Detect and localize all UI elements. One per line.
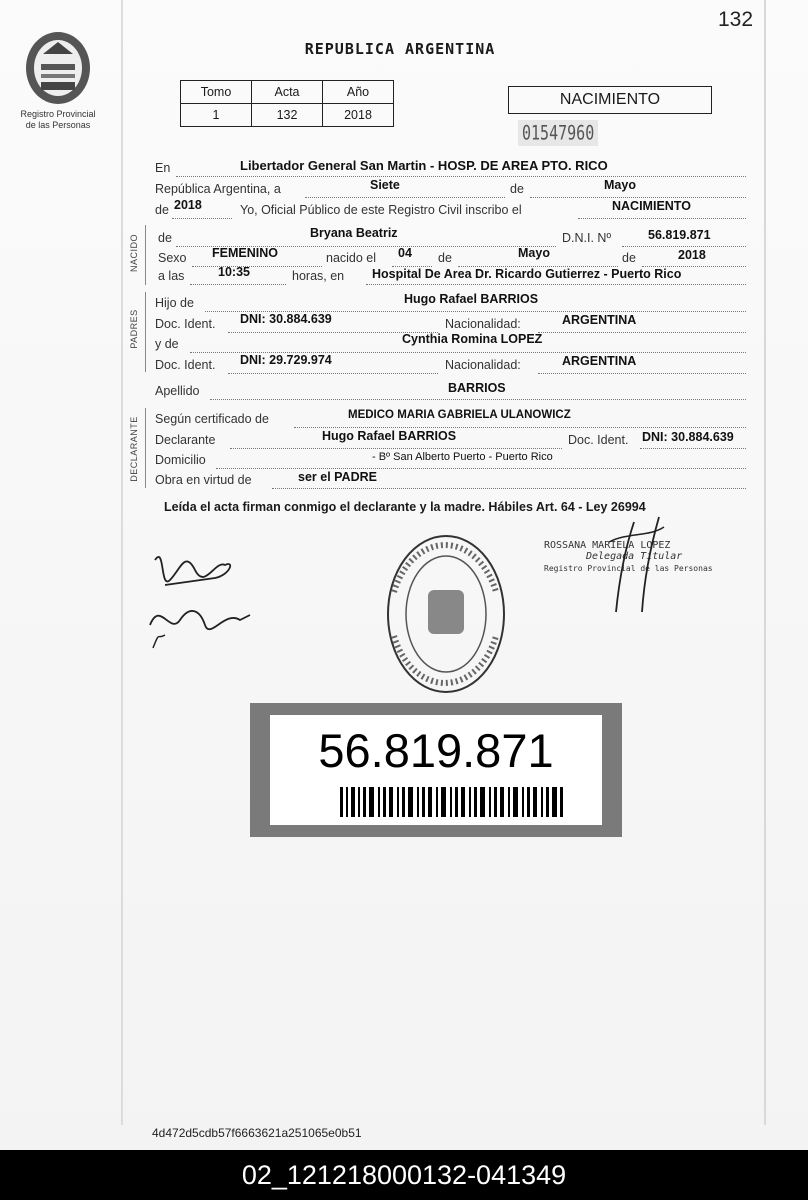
- section-label-padres: PADRES: [129, 309, 139, 349]
- record-declarant: Hugo Rafael BARRIOS: [322, 429, 457, 443]
- record-mother-nationality: ARGENTINA: [562, 354, 637, 368]
- label-de2: de: [155, 203, 169, 217]
- label-yo-oficial: Yo, Oficial Público de este Registro Civil inscribo el: [240, 203, 522, 217]
- record-birth-month: Mayo: [518, 246, 550, 260]
- label-obra: Obra en virtud de: [155, 473, 252, 487]
- label-declarante: Declarante: [155, 433, 216, 447]
- round-seal-stamp: [384, 532, 508, 696]
- label-sexo: Sexo: [158, 251, 187, 265]
- label-y-de: y de: [155, 337, 179, 351]
- record-surname: BARRIOS: [448, 381, 506, 395]
- label-nacido-el: nacido el: [326, 251, 377, 265]
- label-horas-en: horas, en: [292, 269, 345, 283]
- record-time: 10:35: [218, 265, 250, 279]
- book-value-anio: 2018: [323, 104, 394, 127]
- dotted-line: [305, 183, 505, 198]
- label-hijo-de: Hijo de: [155, 296, 194, 310]
- official-stamp-role: Delegada Titular: [586, 551, 683, 562]
- document-hash: 4d472d5cdb57f6663621a251065e0b51: [152, 1126, 362, 1140]
- book-header-acta: Acta: [252, 81, 323, 104]
- record-dni: 56.819.871: [648, 228, 711, 242]
- label-nacionalidad2: Nacionalidad:: [445, 358, 521, 372]
- footer-code: 02_121218000132-041349: [241, 1160, 567, 1190]
- page-edge-left: [121, 0, 123, 1125]
- logo-text-line2: de las Personas: [25, 120, 91, 130]
- record-sex: FEMENINO: [212, 246, 278, 260]
- serial-number: 01547960: [518, 120, 598, 146]
- registry-logo: [10, 28, 106, 131]
- page-edge-right: [764, 0, 766, 1125]
- label-a-las: a las: [158, 269, 185, 283]
- label-domicilio: Domicilio: [155, 453, 206, 467]
- section-divider: [145, 292, 146, 372]
- label-doc-ident2: Doc. Ident.: [155, 358, 216, 372]
- book-value-tomo: 1: [181, 104, 252, 127]
- book-header-tomo: Tomo: [181, 81, 252, 104]
- document-type-box: NACIMIENTO: [508, 86, 712, 114]
- record-month-text: Mayo: [604, 178, 636, 192]
- record-father-nationality: ARGENTINA: [562, 313, 637, 327]
- section-divider: [145, 408, 146, 488]
- book-table: [180, 80, 394, 127]
- record-by-virtue: ser el PADRE: [298, 470, 377, 484]
- label-segun-cert: Según certificado de: [155, 412, 269, 426]
- sticker-inner: [270, 715, 602, 825]
- record-address: - Bº San Alberto Puerto - Puerto Rico: [372, 451, 553, 463]
- label-de-name: de: [158, 231, 172, 245]
- record-birth-day: 04: [398, 246, 412, 260]
- official-stamp-name: ROSSANA MARIELA LOPEZ: [544, 540, 671, 551]
- label-de: de: [510, 182, 524, 196]
- dotted-line: [530, 183, 746, 198]
- book-header-anio: Año: [323, 81, 394, 104]
- record-year: 2018: [174, 198, 202, 212]
- label-dni: D.N.I. Nº: [562, 231, 612, 245]
- provincial-seal-icon: [23, 28, 93, 106]
- record-father: Hugo Rafael BARRIOS: [404, 292, 539, 306]
- official-stamp-registry: Registro Provincial de las Personas: [544, 564, 713, 573]
- label-republica: República Argentina, a: [155, 182, 281, 196]
- closing-statement: Leída el acta firman conmigo el declarante y la madre. Hábiles Art. 64 - Ley 26994: [164, 500, 646, 514]
- record-certificate: MEDICO MARIA GABRIELA ULANOWICZ: [348, 409, 571, 421]
- book-value-acta: 132: [252, 104, 323, 127]
- label-en: En: [155, 161, 171, 175]
- record-mother: Cynthia Romina LOPEZ: [402, 332, 543, 346]
- record-birth-place: Hospital De Area Dr. Ricardo Gutierrez - Puerto Rico: [372, 267, 682, 281]
- page-number: 132: [718, 8, 754, 31]
- label-nacionalidad: Nacionalidad:: [445, 317, 521, 331]
- signature-official: [604, 512, 674, 616]
- signature-declarant: [145, 540, 255, 652]
- label-de-month: de: [438, 251, 452, 265]
- record-birth-year: 2018: [678, 248, 706, 262]
- document-title: REPUBLICA ARGENTINA: [304, 40, 496, 58]
- sticker-dni-number: 56.819.871: [318, 724, 554, 777]
- label-de-year: de: [622, 251, 636, 265]
- record-day-text: Siete: [370, 178, 400, 192]
- section-label-nacido: NACIDO: [129, 234, 139, 273]
- record-event: NACIMIENTO: [612, 199, 691, 213]
- footer-code-bar: [0, 1150, 808, 1200]
- record-place: Libertador General San Martin - HOSP. DE AREA PTO. RICO: [240, 158, 608, 173]
- label-apellido: Apellido: [155, 384, 200, 398]
- record-mother-doc: DNI: 29.729.974: [240, 353, 332, 367]
- record-declarant-doc: DNI: 30.884.639: [642, 430, 734, 444]
- barcode-icon: [340, 787, 564, 817]
- dni-sticker: [250, 703, 622, 837]
- section-label-declarante: DECLARANTE: [129, 416, 139, 482]
- record-father-doc: DNI: 30.884.639: [240, 312, 332, 326]
- logo-text-line1: Registro Provincial: [20, 109, 96, 119]
- label-doc-ident: Doc. Ident.: [155, 317, 216, 331]
- label-doc-ident3: Doc. Ident.: [568, 433, 629, 447]
- section-divider: [145, 225, 146, 285]
- record-name: Bryana Beatriz: [310, 226, 398, 240]
